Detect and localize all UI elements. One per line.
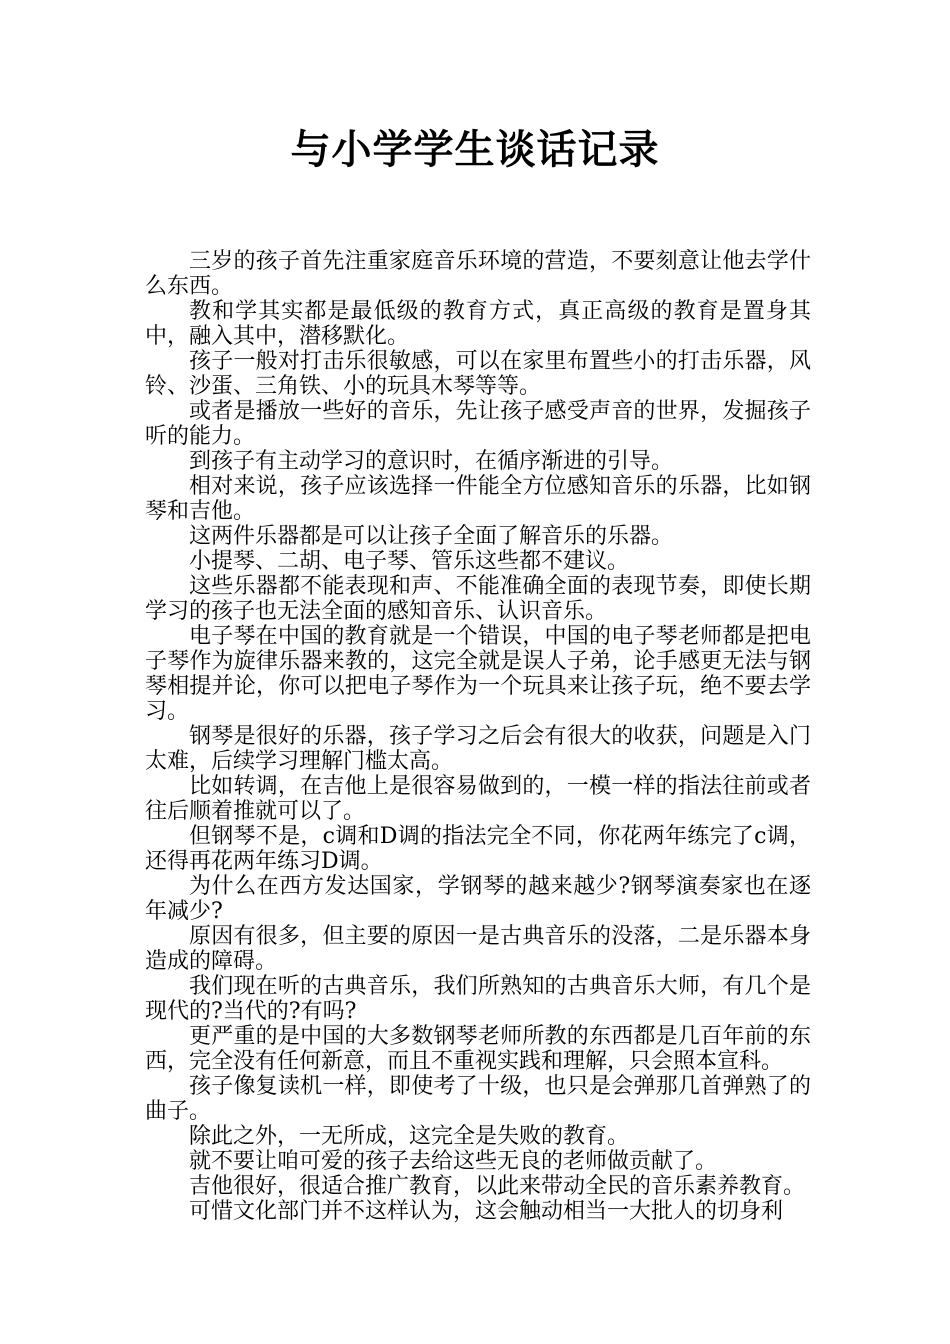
document-title: 与小学学生谈话记录 [290, 127, 660, 173]
paragraph: 三岁的孩子首先注重家庭音乐环境的营造，不要刻意让他去学什么东西。 [145, 249, 811, 299]
paragraph: 或者是播放一些好的音乐，先让孩子感受声音的世界，发掘孩子听的能力。 [145, 399, 811, 449]
paragraph: 就不要让咱可爱的孩子去给这些无良的老师做贡献了。 [189, 1149, 718, 1174]
paragraph: 更严重的是中国的大多数钢琴老师所教的东西都是几百年前的东西，完全没有任何新意，而且不重视实践和理解，只会照本宣科。 [145, 1024, 811, 1074]
paragraph: 可惜文化部门并不这样认为，这会触动相当一大批人的切身利 [189, 1199, 784, 1224]
paragraph: 这两件乐器都是可以让孩子全面了解音乐的乐器。 [189, 524, 674, 549]
paragraph: 我们现在听的古典音乐，我们所熟知的古典音乐大师，有几个是现代的?当代的?有吗? [145, 974, 811, 1024]
paragraph: 原因有很多，但主要的原因一是古典音乐的没落，二是乐器本身造成的障碍。 [145, 924, 811, 974]
paragraph: 但钢琴不是，c调和D调的指法完全不同，你花两年练完了c调，还得再花两年练习D调。 [145, 824, 811, 874]
paragraph: 电子琴在中国的教育就是一个错误，中国的电子琴老师都是把电子琴作为旋律乐器来教的，这完全就是误人子弟，论手感更无法与钢琴相提并论，你可以把电子琴作为一个玩具来让孩子玩，绝不要去学习。 [145, 624, 811, 724]
paragraph: 小提琴、二胡、电子琴、管乐这些都不建议。 [189, 549, 630, 574]
paragraph: 到孩子有主动学习的意识时，在循序渐进的引导。 [189, 449, 674, 474]
paragraph: 为什么在西方发达国家，学钢琴的越来越少?钢琴演奏家也在逐年减少? [145, 874, 811, 924]
paragraph: 教和学其实都是最低级的教育方式，真正高级的教育是置身其中，融入其中，潜移默化。 [145, 299, 811, 349]
paragraph: 孩子一般对打击乐很敏感，可以在家里布置些小的打击乐器，风铃、沙蛋、三角铁、小的玩具木琴等等。 [145, 349, 811, 399]
paragraph: 钢琴是很好的乐器，孩子学习之后会有很大的收获，问题是入门太难，后续学习理解门槛太高。 [145, 724, 811, 774]
paragraph: 比如转调，在吉他上是很容易做到的，一模一样的指法往前或者往后顺着推就可以了。 [145, 774, 811, 824]
paragraph: 孩子像复读机一样，即使考了十级，也只是会弹那几首弹熟了的曲子。 [145, 1074, 811, 1124]
paragraph: 相对来说，孩子应该选择一件能全方位感知音乐的乐器，比如钢琴和吉他。 [145, 474, 811, 524]
paragraph: 除此之外，一无所成，这完全是失败的教育。 [189, 1124, 630, 1149]
paragraph: 这些乐器都不能表现和声、不能准确全面的表现节奏，即使长期学习的孩子也无法全面的感知音乐、认识音乐。 [145, 574, 811, 624]
document-body [145, 249, 811, 1224]
paragraph: 吉他很好，很适合推广教育，以此来带动全民的音乐素养教育。 [189, 1174, 806, 1199]
